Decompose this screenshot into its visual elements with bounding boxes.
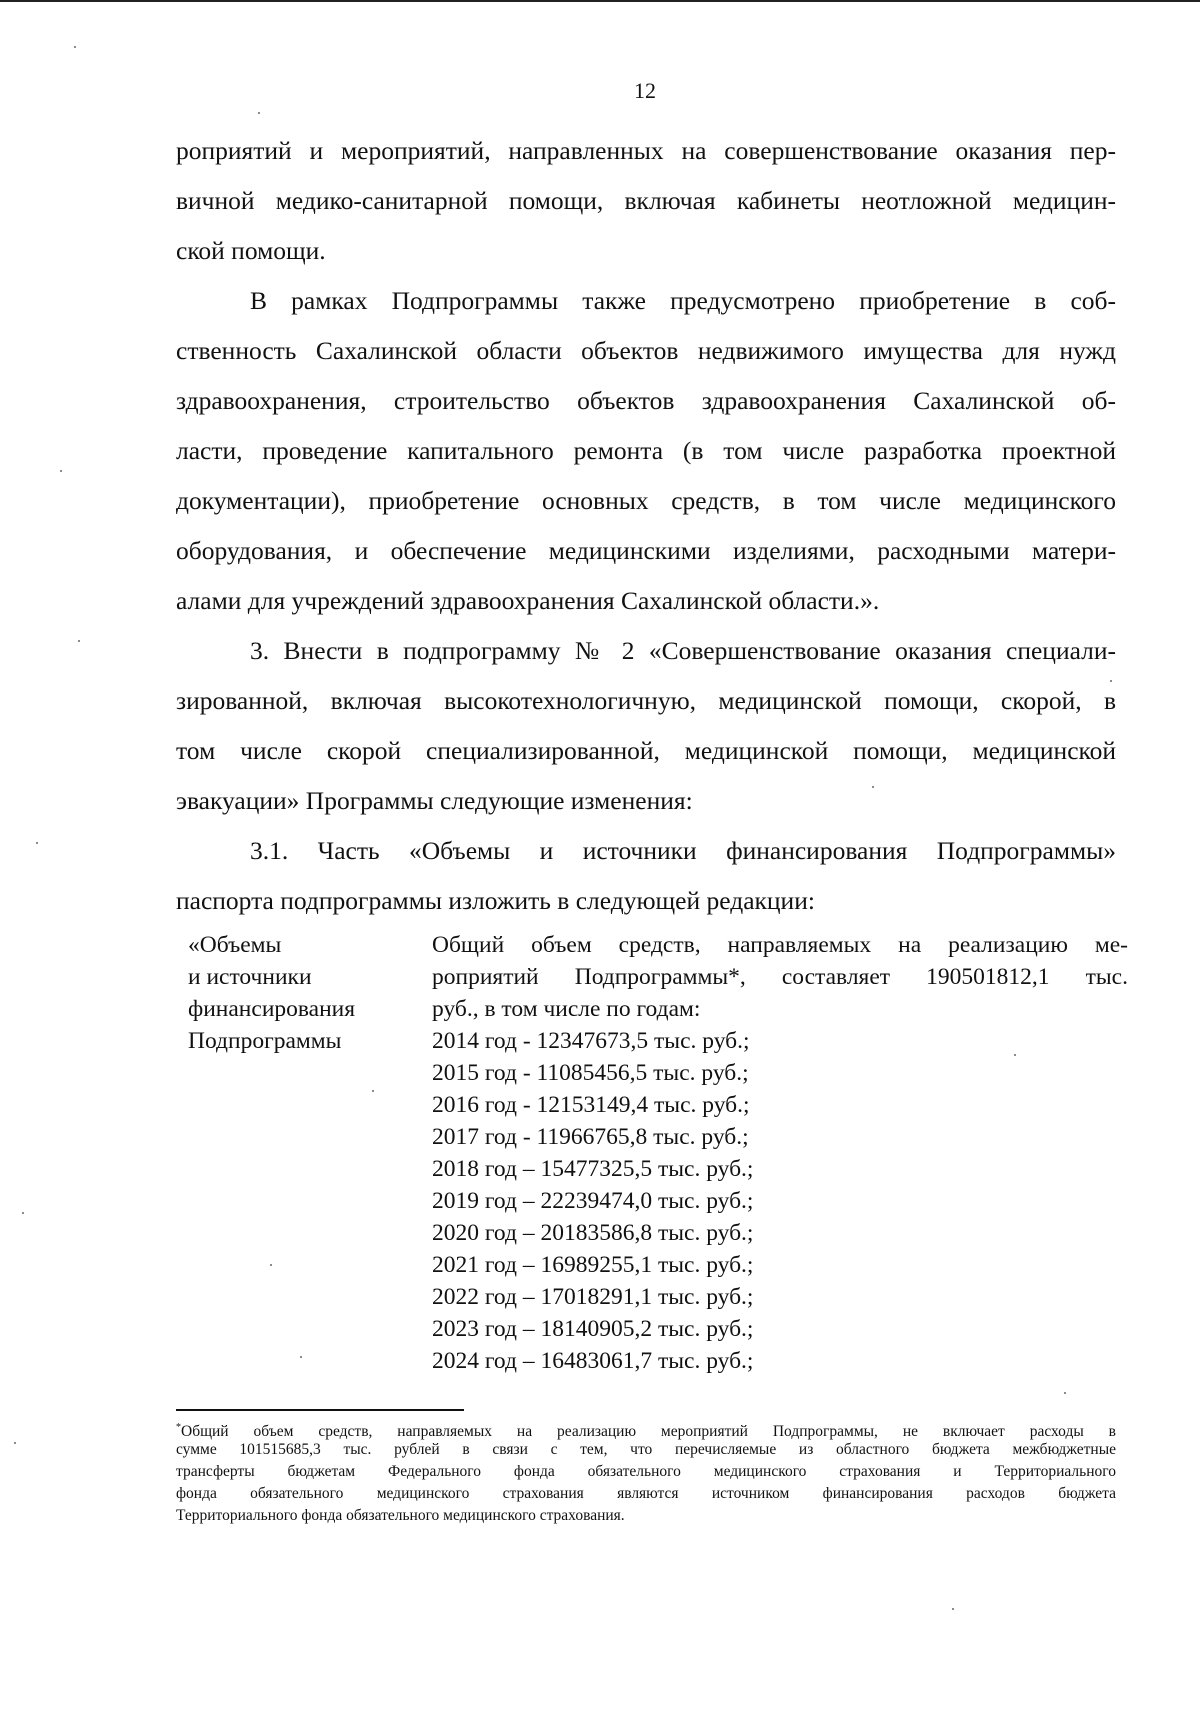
footnote-line: Территориального фонда обязательного медицинского страхования. — [176, 1507, 625, 1524]
body-line: 3. Внести в подпрограмму № 2 «Совершенствование оказания специали- — [250, 636, 1116, 665]
funding-year-row: 2020 год – 20183586,8 тыс. руб.; — [432, 1220, 754, 1246]
body-line: В рамках Подпрограммы также предусмотрено приобретение в соб- — [250, 286, 1116, 315]
body-line: вичной медико-санитарной помощи, включая кабинеты неотложной медицин- — [176, 186, 1116, 215]
body-line: зированной, включая высокотехнологичную, медицинской помощи, скорой, в — [176, 686, 1116, 715]
body-line: оборудования, и обеспечение медицинскими изделиями, расходными матери- — [176, 536, 1116, 565]
funding-year-row: 2021 год – 16989255,1 тыс. руб.; — [432, 1252, 754, 1278]
scan-speck — [78, 640, 80, 642]
scan-speck — [952, 1608, 954, 1610]
scan-speck — [14, 1442, 16, 1444]
footnote-line-text: Общий объем средств, направляемых на реализацию мероприятий Подпрограммы, не включает расходы в — [181, 1423, 1116, 1440]
body-line: роприятий и мероприятий, направленных на совершенствование оказания пер- — [176, 136, 1116, 165]
scan-speck — [1064, 1392, 1066, 1394]
body-line: том числе скорой специализированной, медицинской помощи, медицинской — [176, 736, 1116, 765]
table-label-line: «Объемы — [188, 932, 282, 958]
funding-year-row: 2023 год – 18140905,2 тыс. руб.; — [432, 1316, 754, 1342]
footnote-line: трансферты бюджетам Федерального фонда обязательного медицинского страхования и Территориального — [176, 1463, 1116, 1480]
scan-speck — [300, 1356, 302, 1358]
funding-year-row: 2022 год – 17018291,1 тыс. руб.; — [432, 1284, 754, 1310]
table-label-line: и источники — [188, 964, 312, 990]
scan-speck — [258, 112, 260, 114]
body-line: паспорта подпрограммы изложить в следующей редакции: — [176, 886, 815, 915]
funding-year-row: 2017 год - 11966765,8 тыс. руб.; — [432, 1124, 749, 1150]
page-number: 12 — [634, 78, 656, 103]
body-line: ской помощи. — [176, 236, 326, 265]
funding-year-row: 2024 год – 16483061,7 тыс. руб.; — [432, 1348, 754, 1374]
scan-speck — [372, 1090, 374, 1092]
table-label-line: финансирования — [188, 996, 356, 1022]
scan-speck — [22, 1212, 24, 1214]
scan-speck — [36, 842, 38, 844]
table-value-line: Общий объем средств, направляемых на реализацию ме- — [432, 932, 1128, 958]
funding-year-row: 2014 год - 12347673,5 тыс. руб.; — [432, 1028, 750, 1054]
body-line: здравоохранения, строительство объектов здравоохранения Сахалинской об- — [176, 386, 1116, 415]
scan-speck — [1110, 680, 1112, 682]
body-line: документации), приобретение основных средств, в том числе медицинского — [176, 486, 1116, 515]
body-line: ласти, проведение капитального ремонта (в том числе разработка проектной — [176, 436, 1116, 465]
body-line: 3.1. Часть «Объемы и источники финансирования Подпрограммы» — [250, 836, 1116, 865]
body-line: эвакуации» Программы следующие изменения: — [176, 786, 693, 815]
scan-speck — [872, 786, 874, 788]
scan-speck — [74, 46, 76, 48]
table-value-line: руб., в том числе по годам: — [432, 996, 701, 1022]
footnote-line — [176, 1418, 1116, 1442]
footnote-line: фонда обязательного медицинского страхования являются источником финансирования расходов бюджета — [176, 1485, 1116, 1502]
footnote-line: сумме 101515685,3 тыс. рублей в связи с тем, что перечисляемые из областного бюджета межбюджетные — [176, 1441, 1116, 1458]
funding-year-row: 2016 год - 12153149,4 тыс. руб.; — [432, 1092, 750, 1118]
funding-year-row: 2019 год – 22239474,0 тыс. руб.; — [432, 1188, 754, 1214]
funding-year-row: 2018 год – 15477325,5 тыс. руб.; — [432, 1156, 754, 1182]
table-label-line: Подпрограммы — [188, 1028, 342, 1054]
scan-speck — [270, 1264, 272, 1266]
table-value-line: роприятий Подпрограммы*, составляет 190501812,1 тыс. — [432, 964, 1128, 990]
footnote-mark: * — [176, 1422, 181, 1433]
top-border-line — [0, 0, 1200, 2]
scan-speck — [1014, 1054, 1016, 1056]
body-line: алами для учреждений здравоохранения Сахалинской области.». — [176, 586, 880, 615]
scan-speck — [60, 470, 62, 472]
body-line: ственность Сахалинской области объектов недвижимого имущества для нужд — [176, 336, 1116, 365]
funding-year-row: 2015 год - 11085456,5 тыс. руб.; — [432, 1060, 749, 1086]
footnote-separator — [176, 1409, 464, 1411]
